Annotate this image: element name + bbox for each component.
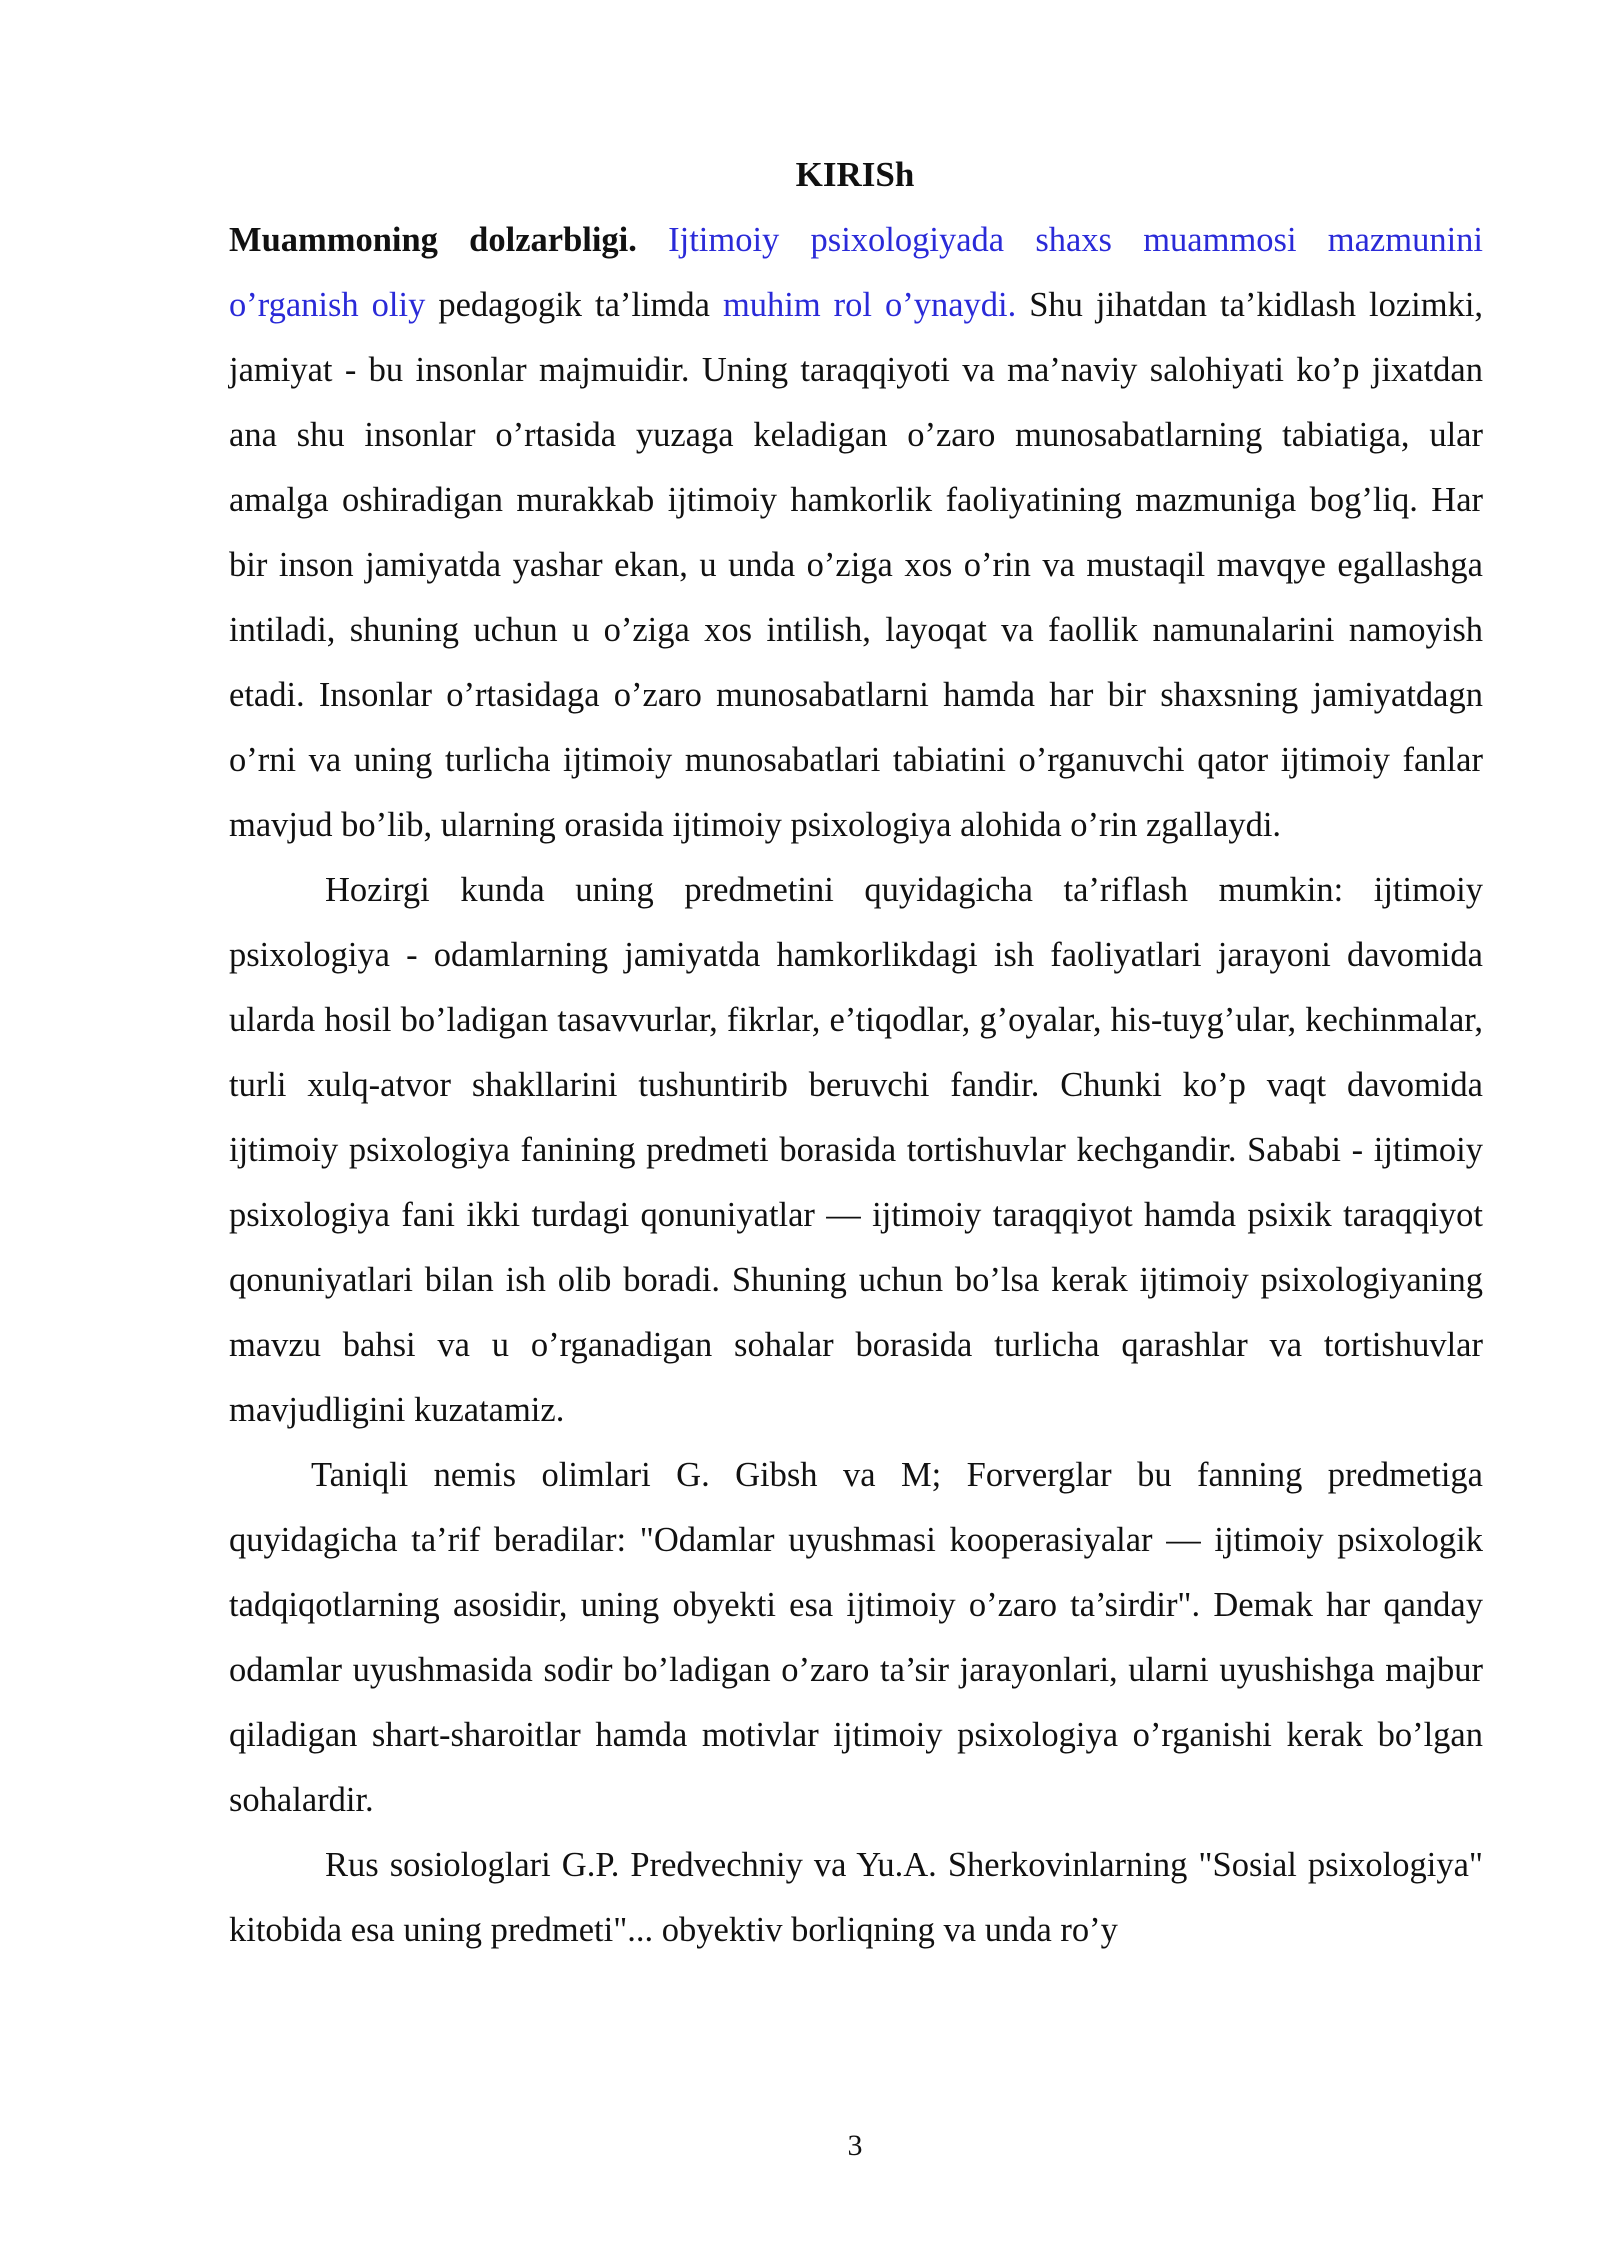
section-lead: Muammoning dolzarbligi. — [229, 221, 637, 259]
paragraph-1 — [229, 208, 1483, 858]
paragraph-2: Hozirgi kunda uning predmetini quyidagicha ta’riflash mumkin: ijtimoiy psixologiya - odamlarning jamiyatda hamkorlikdagi ish faoliyatlari jarayoni davomida ularda hosil bo’ladigan tasavvurlar, fikrlar, e’tiqodlar, g’oyalar, his-tuyg’ular, kechinmalar, turli xulq-atvor shakllarini tushuntirib beruvchi fandir. Chunki ko’p vaqt davomida ijtimoiy psixologiya fanining predmeti borasida tortishuvlar kechgandir. Sababi - ijtimoiy psixologiya fani ikki turdagi qonuniyatlar — ijtimoiy taraqqiyot hamda psixik taraqqiyot qonuniyatlari bilan ish olib boradi. Shuning uchun bo’lsa kerak ijtimoiy psixologiyaning mavzu bahsi va u o’rganadigan sohalar borasida turlicha qarashlar va tortishuvlar mavjudligini kuzatamiz. — [229, 871, 1483, 1429]
body-text — [229, 208, 1483, 1963]
paragraph-1-text-a: pedagogik ta’limda — [438, 286, 710, 324]
paragraph-1-text-b: Shu jihatdan ta’kidlash lozimki, jamiyat - bu insonlar majmuidir. Uning taraqqiyoti va ma’naviy salohiyati ko’p jixatdan ana shu insonlar o’rtasida yuzaga keladigan o’zaro munosabatlarning tabiatiga, ular amalga oshiradigan murakkab ijtimoiy hamkorlik faoliyatining mazmuniga bog’liq. Har bir inson jamiyatda yashar ekan, u unda o’ziga xos o’rin va mustaqil mavqye egallashga intiladi, shuning uchun u o’ziga xos intilish, layoqat va faollik namunalarini namoyish etadi. Insonlar o’rtasidaga o’zaro munosabatlarni hamda har bir shaxsning jamiyatdagn o’rni va uning turlicha ijtimoiy munosabatlari tabiatini o’rganuvchi qator ijtimoiy fanlar mavjud bo’lib, ularning orasida ijtimoiy psixologiya alohida o’rin zgallaydi. — [229, 286, 1484, 844]
highlighted-phrase-1: Ijtimoiy psixologiyada shaxs muammosi mazmunini o’rganish oliy — [229, 221, 1483, 324]
paragraph-4: Rus sosiologlari G.P. Predvechniy va Yu.A. Sherkovinlarning "Sosial psixologiya" kitobida esa uning predmeti"... obyektiv borliqning va unda ro’y — [229, 1846, 1483, 1949]
paragraph-3: Taniqli nemis olimlari G. Gibsh va M; Forverglar bu fanning predmetiga quyidagicha ta’rif beradilar: "Odamlar uyushmasi kooperasiyalar — ijtimoiy psixologik tadqiqotlarning asosidir, uning obyekti esa ijtimoiy o’zaro ta’sirdir". Demak har qanday odamlar uyushmasida sodir bo’ladigan o’zaro ta’sir jarayonlari, ularni uyushishga majbur qiladigan shart-sharoitlar hamda motivlar ijtimoiy psixologiya o’rganishi kerak bo’lgan sohalardir. — [229, 1456, 1483, 1819]
page-title: KIRISh — [795, 155, 915, 194]
highlighted-phrase-2: muhim rol o’ynaydi. — [722, 286, 1017, 324]
page-number: 3 — [847, 2129, 863, 2162]
